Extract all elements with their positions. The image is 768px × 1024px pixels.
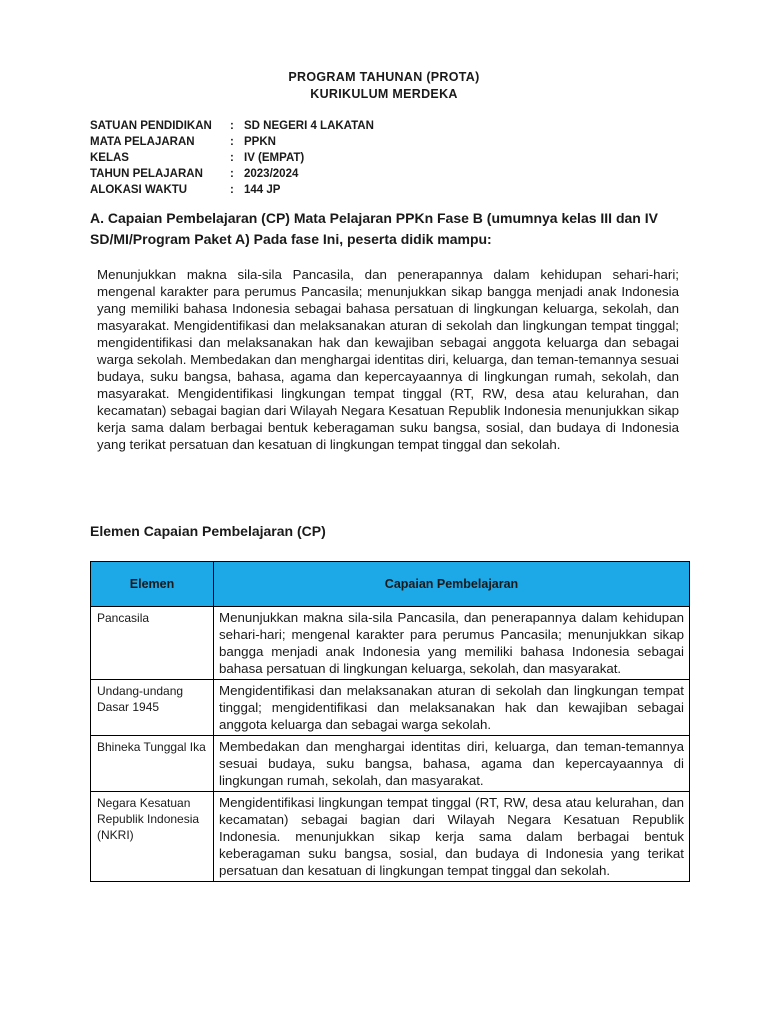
info-value: PPKN — [244, 136, 276, 148]
info-value: 144 JP — [244, 184, 281, 196]
info-value: IV (EMPAT) — [244, 152, 305, 164]
section-a-paragraph: Menunjukkan makna sila-sila Pancasila, dan penerapannya dalam kehidupan sehari-hari; mengenal karakter para perumus Pancasila; menunjukkan sikap bangga menjadi anak Indonesia yang memiliki bahasa Indonesia sebagai bahasa persatuan di lingkungan keluarga, sekolah, dan masyarakat. Mengidentifikasi dan melaksanakan aturan di sekolah dan lingkungan tempat tinggal; mengidentifikasi dan melaksanakan hak dan kewajiban sebagai anggota keluarga dan sebagai warga sekolah. Membedakan dan menghargai identitas diri, keluarga, dan teman-temannya sesuai budaya, suku bangsa, bahasa, agama dan kepercayaannya di lingkungan rumah, sekolah, dan masyarakat. Mengidentifikasi lingkungan tempat tinggal (RT, RW, desa atau kelurahan, dan kecamatan) sebagai bagian dari Wilayah Negara Kesatuan Republik Indonesia menunjukkan sikap kerja sama dalam berbagai bentuk keberagaman suku bangsa, sosial, dan budaya di Indonesia yang terikat persatuan dan kesatuan di lingkungan tempat tinggal dan sekolah. — [97, 267, 679, 452]
capaian-cell: Mengidentifikasi dan melaksanakan aturan di sekolah dan lingkungan tempat tinggal; mengidentifikasi dan melaksanakan hak dan kewajiban sebagai anggota keluarga dan sebagai warga sekolah. — [214, 680, 690, 736]
column-header-elemen: Elemen — [91, 562, 214, 607]
identity-block — [90, 118, 374, 198]
info-label: KELAS — [90, 152, 129, 164]
info-label: ALOKASI WAKTU — [90, 184, 188, 196]
info-label: TAHUN PELAJARAN — [90, 168, 203, 180]
table-header-row — [91, 562, 690, 607]
info-label: MATA PELAJARAN — [90, 136, 195, 148]
column-header-capaian: Capaian Pembelajaran — [214, 562, 690, 607]
info-row-tahun: TAHUN PELAJARAN : 2023/2024 — [90, 168, 299, 180]
table-row — [91, 792, 690, 882]
table-row — [91, 607, 690, 680]
elemen-heading: Elemen Capaian Pembelajaran (CP) — [90, 523, 326, 539]
capaian-cell: Mengidentifikasi lingkungan tempat tinggal (RT, RW, desa atau kelurahan, dan kecamatan) sebagai bagian dari Wilayah Negara Kesatuan Republik Indonesia. menunjukkan sikap kerja sama dalam berbagai bentuk keberagaman suku bangsa, sosial, dan budaya di Indonesia yang terikat persatuan dan kesatuan di lingkungan tempat tinggal dan sekolah. — [214, 792, 690, 882]
info-row-kelas: KELAS : IV (EMPAT) — [90, 152, 305, 164]
table-row — [91, 736, 690, 792]
elemen-table — [90, 561, 690, 882]
table-row — [91, 680, 690, 736]
section-a-heading: A. Capaian Pembelajaran (CP) Mata Pelajaran PPKn Fase B (umumnya kelas III dan IV SD/MI/Program Paket A) Pada fase Ini, peserta didik mampu: — [90, 210, 658, 247]
elemen-cell: Undang-undang Dasar 1945 — [91, 680, 214, 736]
info-value: 2023/2024 — [244, 168, 299, 180]
document-title: PROGRAM TAHUNAN (PROTA) — [288, 70, 480, 84]
info-row-satuan: SATUAN PENDIDIKAN : SD NEGERI 4 LAKATAN — [90, 120, 374, 132]
info-label: SATUAN PENDIDIKAN — [90, 120, 212, 132]
info-value: SD NEGERI 4 LAKATAN — [244, 120, 374, 132]
elemen-cell: Pancasila — [91, 607, 214, 680]
elemen-cell: Bhineka Tunggal Ika — [91, 736, 214, 792]
capaian-cell: Menunjukkan makna sila-sila Pancasila, dan penerapannya dalam kehidupan sehari-hari; mengenal karakter para perumus Pancasila; menunjukkan sikap bangga menjadi anak Indonesia yang memiliki bahasa Indonesia sebagai bahasa persatuan di lingkungan keluarga, sekolah, dan masyarakat. — [214, 607, 690, 680]
document-subtitle: KURIKULUM MERDEKA — [310, 87, 458, 101]
info-row-mapel: MATA PELAJARAN : PPKN — [90, 136, 276, 148]
elemen-cell: Negara Kesatuan Republik Indonesia (NKRI) — [91, 792, 214, 882]
info-row-alokasi: ALOKASI WAKTU : 144 JP — [90, 184, 281, 196]
capaian-cell: Membedakan dan menghargai identitas diri, keluarga, dan teman-temannya sesuai budaya, suku bangsa, bahasa, agama dan kepercayaannya di lingkungan rumah, sekolah, dan masyarakat. — [214, 736, 690, 792]
